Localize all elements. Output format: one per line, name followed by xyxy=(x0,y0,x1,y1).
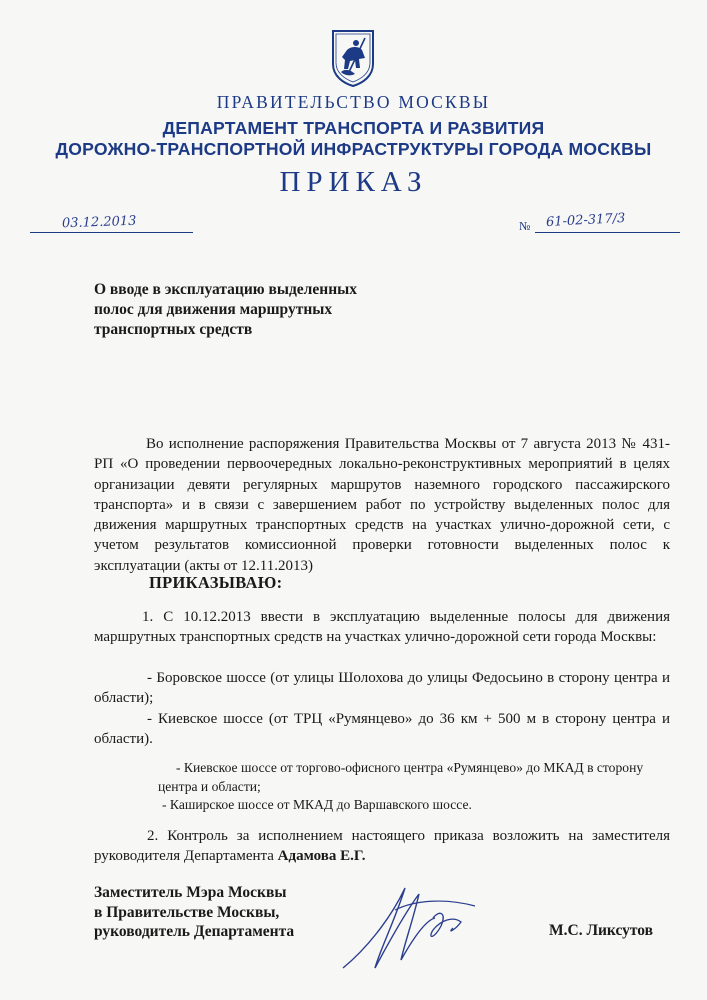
item-1-paragraph: 1. С 10.12.2013 ввести в эксплуатацию выделенные полосы для движения маршрутных транспортных средств на участках улично-дорожной сети города Москвы: xyxy=(94,609,670,646)
item-2-responsible-name: Адамова Е.Г. xyxy=(277,848,366,865)
item-1-subitem-2: - Киевское шоссе (от ТРЦ «Румянцево» до 36 км + 500 м в сторону центра и области). xyxy=(94,711,670,748)
number-label: № xyxy=(519,219,531,233)
moscow-coat-of-arms-icon xyxy=(329,28,377,88)
handwritten-signature-icon xyxy=(335,880,485,975)
intro-paragraph: Во исполнение распоряжения Правительства Москвы от 7 августа 2013 № 431-РП «О проведении первоочередных локально-реконструктивных мероприятий в целях организации девяти регулярных маршрутов наземного городского пассажирского транспорта» и в связи с завершением работ по устройству выделенных полос для движения маршрутных транспортных средств на участках улично-дорожной сети, с учетом результатов комиссионной проверки готовности выделенных полос к эксплуатации (акты от 12.11.2013) xyxy=(94,436,670,574)
command-heading: ПРИКАЗЫВАЮ: xyxy=(149,573,283,592)
signer-name: М.С. Ликсутов xyxy=(549,922,654,939)
number-underline xyxy=(535,232,680,233)
document-type-title: ПРИКАЗ xyxy=(279,166,428,198)
department-name-line1: ДЕПАРТАМЕНТ ТРАНСПОРТА И РАЗВИТИЯ xyxy=(162,118,545,138)
signer-title xyxy=(94,883,354,942)
government-name: ПРАВИТЕЛЬСТВО МОСКВЫ xyxy=(216,92,491,112)
document-subject: О вводе в эксплуатацию выделенных полос для движения маршрутных транспортных средств xyxy=(94,281,357,338)
signer-title-line1: Заместитель Мэра Москвы xyxy=(94,884,287,901)
inserted-subitem-2: - Каширское шоссе от МКАД до Варшавского шоссе. xyxy=(162,797,472,812)
inserted-subitem-1: - Киевское шоссе от торгово-офисного центра «Румянцево» до МКАД в сторону центра и области; xyxy=(158,760,644,794)
department-name-line2: ДОРОЖНО-ТРАНСПОРТНОЙ ИНФРАСТРУКТУРЫ ГОРОДА МОСКВЫ xyxy=(55,139,652,159)
signer-title-line3: руководитель Департамента xyxy=(94,923,295,941)
item-1-subitem-1: - Боровское шоссе (от улицы Шолохова до улицы Федосьино в сторону центра и области); xyxy=(94,670,670,707)
date-underline xyxy=(30,232,193,233)
item-2-paragraph xyxy=(94,826,670,867)
order-number: 61-02-317/3 xyxy=(545,210,626,231)
signer-title-line2: в Правительстве Москвы, xyxy=(94,903,280,921)
item-2-text: 2. Контроль за исполнением настоящего приказа возложить на заместителя руководителя Департамента xyxy=(94,828,670,865)
order-date: 03.12.2013 xyxy=(61,213,137,232)
